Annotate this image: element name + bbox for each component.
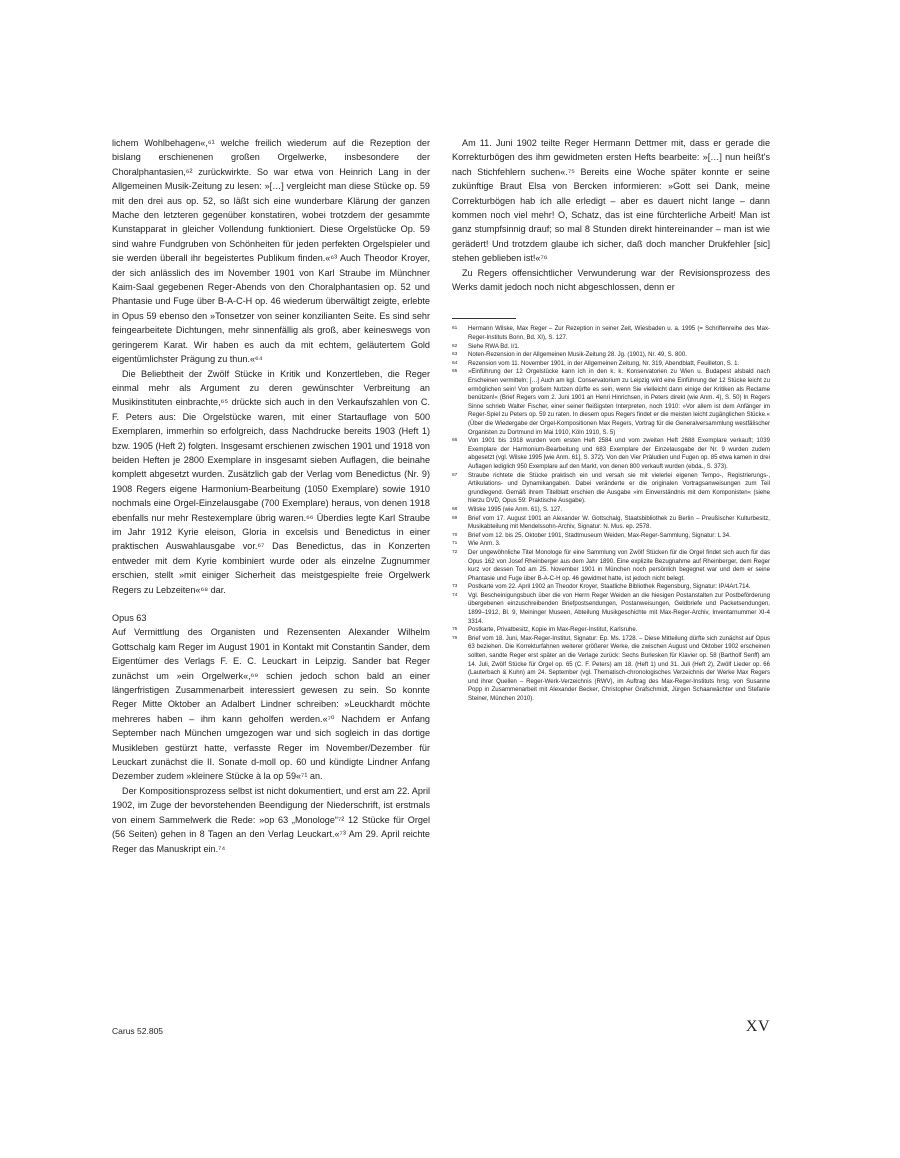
footnote-number: 63 — [452, 352, 458, 358]
footnote-number: 68 — [452, 506, 458, 512]
footnote — [452, 592, 770, 626]
left-column — [112, 136, 430, 856]
footnote-number: 75 — [452, 627, 458, 633]
footnote-text: Siehe RWA Bd. I/1. — [468, 343, 520, 350]
footnote-number: 76 — [452, 635, 458, 641]
footnote-number: 66 — [452, 438, 458, 444]
footnote-text: Vgl. Bescheinigungsbuch über die von Herrn Reger Weiden an die hiesigen Postanstalten zur Postbeförderung übergebenen einzuschreibenden Briefpostsendungen, Postanweisungen, Geldbriefe und Packetsendungen, 1899–1912, Bl. 9, Meininger Museen, Abteilung Musikgeschichte mit Max-Reger-Archiv, Inventarnummer XI-4 3314. — [468, 592, 770, 625]
footnote — [452, 437, 770, 471]
footnote-text: Brief vom 18. Juni, Max-Reger-Institut, Signatur: Ep. Ms. 1728. – Diese Mitteilung dürfte sich zunächst auf Opus 63 beziehen. Die Korrekturfahnen weiterer größerer Werke, die zwischen August und Oktober 1902 erscheinen sollten, sandte Reger erst später an die Verlage zurück: Sechs Burlesken für Klavier op. 58 (Bartholf Senff) am 14. Juli, Zwölf Stücke für Orgel op. 65 (C. F. Peters) am 18. (Heft 1) und 31. Juli (Heft 2), Zwölf Lieder op. 66 (Lauterbach & Kuhn) am 24. September (vgl. Thematisch-chronologisches Verzeichnis der Werke Max Regers und ihrer Quellen – Reger-Werk-Verzeichnis (RWV), im Auftrag des Max-Reger-Instituts hrsg. von Susanne Popp in Zusammenarbeit mit Alexander Becker, Christopher Grafschmidt, Jürgen Schaarwächter und Stefanie Steiner, München 2010). — [468, 635, 770, 702]
footnote-number: 74 — [452, 592, 458, 598]
footnote-text: Wilske 1995 (wie Anm. 61), S. 127. — [468, 506, 563, 513]
footnote — [452, 368, 770, 437]
footnote-text: »Einführung der 12 Orgelstücke kann ich in den k. k. Konservatorien zu Wien u. Budapest alsbald nach Erscheinen vermitteln; […] Auch am kgl. Conservatorium zu Leipzig wird eine Einführung der 12 Stücke leicht zu ermöglichen sein! Von großem Nutzen dürfte es sein, wenn Sie vielleicht dann einige der Kritiken als Reclame benützen!« (Brief Regers vom 2. Juni 1901 an Henri Hinrichsen, in Peters direkt (wie Anm. 4), S. 50) In Regers Sinne schrieb Walter Fischer, einer seiner fleißigsten Interpreten, noch 1910: »Vor allem ist dem Anfänger im Reger-Spiel zu Peters op. 59 zu raten. In diesem opus Regers findet er die meisten leicht zugänglichen Stücke.« (Über die Wiedergabe der Orgel-Kompositionen Max Regers, Vortrag für die Generalversammlung westfälischer Organisten zu Dortmund im Mai 1910, Köln 1910, S. 5) — [468, 369, 770, 436]
footnote-text: Postkarte vom 22. April 1902 an Theodor Kroyer, Staatliche Bibliothek Regensburg, Signatur: IP/4Art.714. — [468, 584, 751, 591]
footnote-number: 72 — [452, 549, 458, 555]
right-main-text — [452, 136, 770, 294]
footnote-text: Noten-Rezension in der Allgemeinen Musik-Zeitung 28. Jg. (1901), Nr. 49, S. 800. — [468, 352, 687, 359]
footnote — [452, 472, 770, 506]
body-paragraph: lichem Wohlbehagen«,⁶¹ welche freilich wiederum auf die Rezeption der bislang erschienenen großen Orgelwerke, insbesondere der Choralphantasien,⁶² zurückwirkte. So war etwa von Heinrich Lang in der Allgemeinen Musik-Zeitung zu lesen: »[…] vergleicht man diese Stücke op. 59 mit den drei aus op. 52, so läßt sich eine wunderbare Klärung der ganzen Mache den letzteren gegenüber konstatiren, wobei trotzdem der gesammte Kunstapparat in gleicher Vollendung funktioniert. Diese Orgelstücke Op. 59 sind wahre Fundgruben von Schönheiten für jeden perfekten Orgelspieler und sie werden überall ihr begeistertes Publikum finden.«⁶³ Auch Theodor Kroyer, der sich anlässlich des im November 1901 von Karl Straube im Münchner Kaim-Saal gegebenen Reger-Abends von den Choralphantasien op. 52 und Phantasie und Fuge über B-A-C-H op. 46 wiederum überwältigt zeigte, erlebte in Opus 59 ebenso den »Tonsetzer von seiner konzilianten Seite. Es sind sehr feingearbeitete Dichtungen, mehr sinnenfällig als groß, aber keineswegs von geringerem Karat. Wir haben es auch da mit echtem, geläutertem Gold eigentümlichster Prägung zu thun.«⁶⁴ — [112, 138, 430, 365]
body-paragraph: Der Kompositionsprozess selbst ist nicht dokumentiert, und erst am 22. April 1902, im Zuge der bevorstehenden Beendigung der Niederschrift, ist erstmals von einem Sammelwerk die Rede: »op 63 „Monologe“⁷² 12 Stücke für Orgel (56 Seiten) gehen in 8 Tagen an den Verlag Leuckart.«⁷³ Am 29. April reichte Reger das Manuskript ein.⁷⁴ — [112, 785, 430, 854]
footnote-text: Von 1901 bis 1918 wurden vom ersten Heft 2584 und vom zweiten Heft 2688 Exemplare verkauft; 1039 Exemplare der Harmonium-Bearbeitung und 683 Exemplare der Einzelausgabe der Nr. 9 wurden zudem abgesetzt (vgl. Wilske 1995 [wie Anm. 61], S. 372). Von den Vier Präludien und Fugen op. 85 etwa kamen in drei Auflagen lediglich 950 Exemplare auf den Markt, von denen 800 verkauft wurden (ebda., S. 373). — [468, 438, 770, 470]
right-column — [452, 136, 770, 704]
footnote — [452, 549, 770, 583]
footnotes — [452, 325, 770, 703]
body-paragraph: Auf Vermittlung des Organisten und Rezensenten Alexander Wilhelm Gottschalg kam Reger im August 1901 in Kontakt mit Constantin Sander, dem Eigentümer des Verlags F. E. C. Leuckart in Leipzig. Sander bat Reger zunächst um »ein Orgelwerk«,⁶⁹ schien jedoch schon bald an einer längerfristigen Zusammenarbeit interessiert gewesen zu sein. So konnte Reger Mitte Oktober an Adalbert Lindner schreiben: »Leuckhardt möchte mehreres haben – ihm kann geholfen werden.«⁷⁰ Nachdem er Anfang September nach München umgezogen war und sich sogleich in das dortige Musikleben gestürzt hatte, verfasste Reger im November/Dezember für Leuckart zunächst die II. Sonate d-moll op. 60 und kündigte Lindner Anfang Dezember zudem »kleinere Stücke à la op 59«⁷¹ an. — [112, 627, 430, 782]
footnote — [452, 325, 770, 342]
footnote — [452, 626, 770, 635]
footnote — [452, 515, 770, 532]
footnote — [452, 540, 770, 549]
body-paragraph: Die Beliebtheit der Zwölf Stücke in Kritik und Konzertleben, die Reger einmal mehr als Argument zu deren gewünschter Verbreitung an Musikinstituten einbrachte,⁶⁵ drückte sich auch in den Verkaufszahlen von C. F. Peters aus: Die Orgelstücke waren, mit einer Startauflage von 500 Exemplaren, immerhin so erfolgreich, dass Nachdrucke bereits 1903 (Heft 1) bzw. 1905 (Heft 2) folgten. Insgesamt erschienen zwischen 1901 und 1918 von beiden Heften je 2800 Exemplare in insgesamt sieben Auflagen, die beinahe komplett abgesetzt wurden. Zusätzlich gab der Verlag vom Benedictus (Nr. 9) 1908 Regers eigene Harmonium-Bearbeitung (1050 Exemplare) sowie 1910 nochmals eine Orgel-Einzelausgabe (700 Exemplare) heraus, von denen 1918 ebenfalls nur mehr Restexemplare übrig waren.⁶⁶ Überdies legte Karl Straube im Jahr 1912 Kyrie eleison, Gloria in excelsis und Benedictus in einer praktischen Auswahlausgabe vor.⁶⁷ Das Benedictus, das in Konzerten entweder mit dem Kyrie kombiniert wurde oder als einzelne Zugnummer erschien, stellt »mit einiger Sicherheit das meistgespielte freie Orgelwerk Regers zu Lebzeiten«⁶⁸ dar. — [112, 368, 430, 595]
footnote-text: Straube richtete die Stücke praktisch ein und versah sie mit vielerlei eigenen Tempo-, Registrierungs-, Artikulations- und Dynamikangaben. Dabei veränderte er die originalen Vortragsanweisungen zum Teil grundlegend. Gemäß ihrem Titelblatt erschien die Ausgabe »im Einverständnis mit dem Komponisten« (siehe hierzu DVD, Opus 59: Praktische Ausgabe). — [468, 472, 770, 505]
footnote-number: 73 — [452, 584, 458, 590]
page-number: XV — [745, 1018, 770, 1035]
section-heading: Opus 63 — [112, 613, 147, 623]
footnote-text: Hermann Wilske, Max Reger – Zur Rezeption in seiner Zeit, Wiesbaden u. a. 1995 (= Schriftenreihe des Max-Reger-Instituts Bonn, Bd. XI), S. 127. — [468, 326, 770, 342]
footnote-number: 62 — [452, 343, 458, 349]
footnote-text: Postkarte, Privatbesitz, Kopie im Max-Reger-Institut, Karlsruhe. — [468, 627, 638, 634]
catalog-number: Carus 52.805 — [112, 1026, 164, 1036]
footnote — [452, 506, 770, 515]
footnote-number: 61 — [452, 326, 458, 332]
footnote — [452, 360, 770, 369]
footnote-number: 67 — [452, 472, 458, 478]
footnote-number: 64 — [452, 360, 458, 366]
footnote-number: 65 — [452, 369, 458, 375]
footnote — [452, 343, 770, 352]
footnote-text: Brief vom 17. August 1901 an Alexander W. Gottschalg, Staatsbibliothek zu Berlin – Preußischer Kulturbesitz, Musikabteilung mit Mendelssohn-Archiv, Signatur: N. Mus. ep. 2578. — [468, 515, 770, 531]
footnote-number: 71 — [452, 541, 458, 547]
footnote — [452, 583, 770, 592]
footnote — [452, 532, 770, 541]
footnote-text: Brief vom 12. bis 25. Oktober 1901, Stadtmuseum Weiden, Max-Reger-Sammlung, Signatur: L 34. — [468, 532, 731, 539]
body-paragraph: Am 11. Juni 1902 teilte Reger Hermann Dettmer mit, dass er gerade die Korrekturbögen des ihm gewidmeten ersten Hefts bearbeite: »[…] nun heißt's nach Stichfehlern suchen«.⁷⁵ Bereits eine Woche später konnte er seine zukünftige Braut Elsa von Bercken informieren: »Gott sei Dank, meine Correkturbögen hab ich alle erledigt – aber es dauert nicht lange – dann kommen noch viel mehr! O, Schatz, das ist eine fürchterliche Arbeit! Man ist ganz stumpfsinnig drauf; so mal 8 Stunden direkt hintereinander – man ist wie gerädert! Und trotzdem glaube ich sicher, daß doch mancher Drukfehler [sic] stehen geblieben ist!«⁷⁶ — [452, 138, 770, 264]
footnote — [452, 635, 770, 704]
footnote-text: Rezension vom 11. November 1901, in der Allgemeinen Zeitung, Nr. 319, Abendblatt, Feuilleton, S. 1. — [468, 360, 740, 367]
footnote — [452, 351, 770, 360]
footnote-number: 70 — [452, 532, 458, 538]
footnote-text: Wie Anm. 3. — [468, 541, 501, 548]
footnote-number: 69 — [452, 515, 458, 521]
footnote-text: Der ungewöhnliche Titel Monologe für eine Sammlung von Zwölf Stücken für die Orgel findet sich auch für das Opus 162 von Josef Rheinberger aus dem Jahr 1890. Eine explizite Bezugnahme auf Rheinberger, dem Reger kurz vor dessen Tod am 25. November 1901 in München noch persönlich begegnet war und dem er seine Phantasie und Fuge über B-A-C-H op. 46 gewidmet hatte, ist jedoch nicht belegt. — [468, 549, 770, 582]
body-paragraph: Zu Regers offensichtlicher Verwunderung war der Revisionsprozess des Werks damit jedoch noch nicht abgeschlossen, denn er — [452, 267, 770, 293]
footnote-separator — [452, 318, 516, 319]
